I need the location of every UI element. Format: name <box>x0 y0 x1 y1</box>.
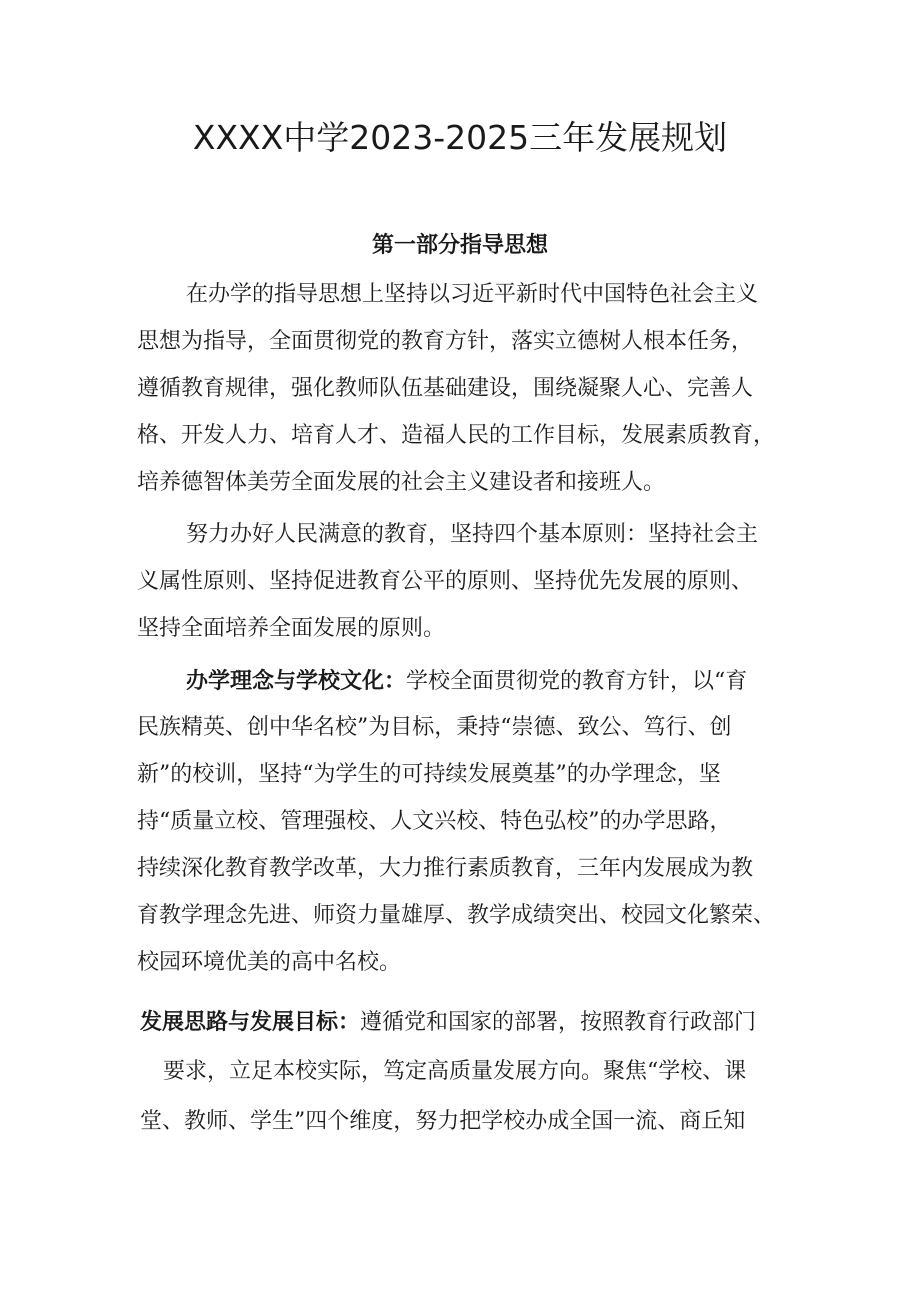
paragraph-3-line-6: 育教学理念先进、师资力量雄厚、教学成绩突出、校园文化繁荣、 <box>137 903 776 928</box>
paragraph-1-line-5: 培养德智体美劳全面发展的社会主义建设者和接班人。 <box>137 470 666 495</box>
paragraph-3-line-1 <box>186 664 747 699</box>
section-heading-part1: 第一部分指导思想 <box>371 232 548 258</box>
paragraph-4-line-1-text: 遵循党和国家的部署，按照教育行政部门 <box>360 1010 757 1035</box>
paragraph-3-line-5: 持续深化教育教学改革，大力推行素质教育，三年内发展成为教 <box>137 856 754 881</box>
document-title: XXXX中学2023-2025三年发展规划 <box>192 118 728 157</box>
paragraph-1-line-2: 思想为指导，全面贯彻党的教育方针，落实立德树人根本任务， <box>137 329 754 354</box>
paragraph-4-line-3: 堂、教师、学生”四个维度，努力把学校办成全国一流、商丘知 <box>140 1109 746 1134</box>
paragraph-2-line-1: 努力办好人民满意的教育，坚持四个基本原则：坚持社会主 <box>186 522 759 547</box>
paragraph-1-line-4: 格、开发人力、培育人才、造福人民的工作目标，发展素质教育， <box>137 423 776 448</box>
paragraph-1-line-3: 遵循教育规律，强化教师队伍基础建设，围绕凝聚人心、完善人 <box>137 376 754 401</box>
paragraph-2-line-3: 坚持全面培养全面发展的原则。 <box>137 616 446 641</box>
paragraph-4-line-1 <box>140 1005 756 1040</box>
paragraph-4-line-2: 要求，立足本校实际，笃定高质量发展方向。聚焦“学校、课 <box>163 1059 747 1084</box>
paragraph-3-line-1-text: 学校全面贯彻党的教育方针，以“育 <box>406 669 748 694</box>
paragraph-4-label: 发展思路与发展目标： <box>140 1009 361 1035</box>
paragraph-3-line-3: 新”的校训，坚持“为学生的可持续发展奠基”的办学理念，坚 <box>137 762 721 787</box>
paragraph-3-line-2: 民族精英、创中华名校”为目标，秉持“崇德、致公、笃行、创 <box>137 715 732 740</box>
paragraph-2-line-2: 义属性原则、坚持促进教育公平的原则、坚持优先发展的原则、 <box>137 569 754 594</box>
paragraph-3-line-7: 校园环境优美的高中名校。 <box>137 950 402 975</box>
paragraph-1-line-1: 在办学的指导思想上坚持以习近平新时代中国特色社会主义 <box>186 282 759 307</box>
paragraph-3-line-4: 持“质量立校、管理强校、人文兴校、特色弘校”的办学思路， <box>137 809 732 834</box>
paragraph-3-label: 办学理念与学校文化： <box>186 668 407 694</box>
